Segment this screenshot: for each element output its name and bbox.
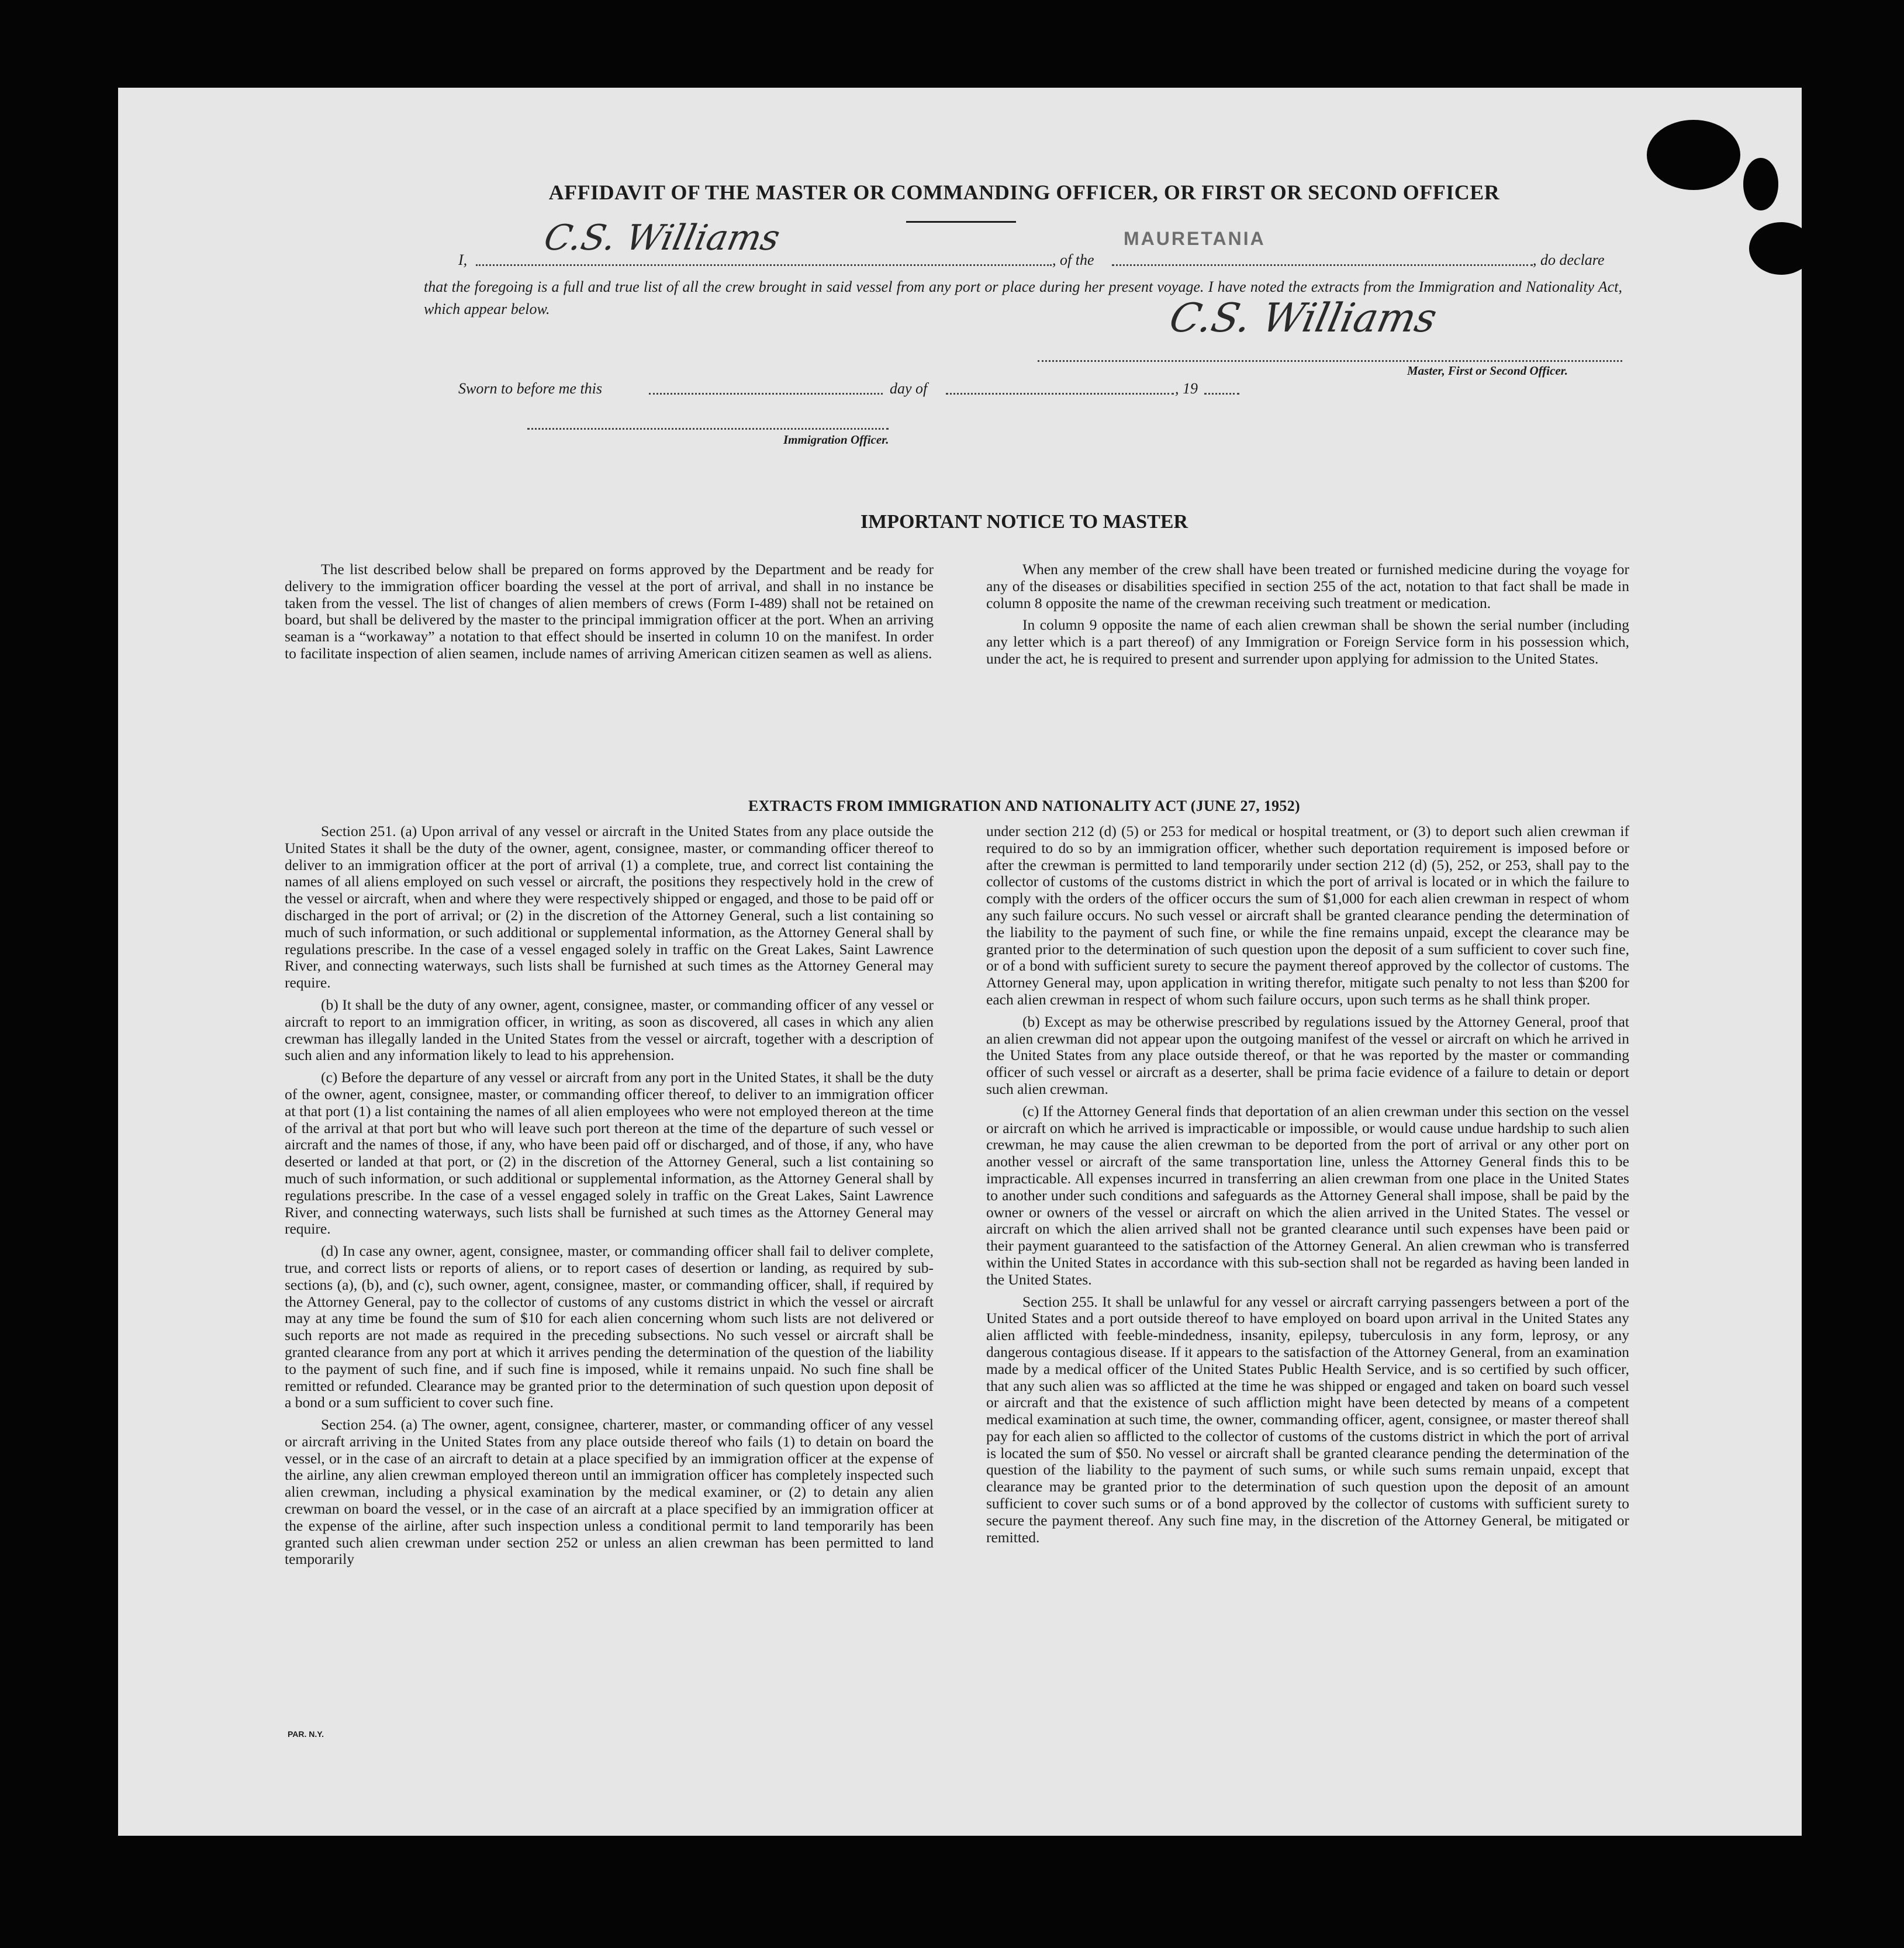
- do-declare-label: , do declare: [1533, 251, 1605, 268]
- extract-paragraph: Section 254. (a) The owner, agent, consignee, charterer, master, or commanding officer of any vessel or aircraft arriving in the United States from any place outside thereof who fails (1) to detain on board the vessel, or in the case of an aircraft to detain at a place specified by an immigration officer at the expense of the airline, any alien crewman employed thereon until an immigration officer has completely inspected such alien crewman, including a physical examination by the medical examiner, or (2) to detain any alien crewman on board the vessel, or in the case of an aircraft at a place specified by an immigration officer at the expense of the airline, after such inspection unless a conditional permit to land temporarily has been granted such alien crewman under section 252 or unless an alien crewman has been permitted to land temporarily: [285, 1416, 934, 1568]
- officer-signature: C.S. Williams: [540, 217, 784, 258]
- sworn-month-field: [946, 393, 1174, 395]
- of-the-label: , of the: [1052, 251, 1094, 268]
- torn-edge: [1743, 158, 1778, 210]
- extract-paragraph: under section 212 (d) (5) or 253 for medical or hospital treatment, or (3) to deport such alien crewman if required to do so by an immigration officer, whether such deportation requirement is imposed before or after the crewman is permitted to land temporarily under section 212 (d) (5), 252, or 253, shall pay to the collector of customs of the customs district in which the port of arrival is located or in which the failure to comply with the orders of the officer occurs the sum of $1,000 for each alien crewman in respect of whom any such failure occurs. No such vessel or aircraft shall be granted clearance pending the determination of the liability to the payment of such fine, or while the fine remains unpaid, except the clearance may be granted prior to the determination of such question upon the deposit of a sum sufficient to cover such fine, or of a bond with sufficient surety to secure the payment thereof approved by the collector of customs. The Attorney General may, upon application in writing therefor, mitigate such penalty to not less than $200 for each alien crewman in respect of whom such failure occurs, upon such terms as he shall think proper.: [986, 823, 1629, 1008]
- vessel-field: [1112, 264, 1533, 266]
- extracts-right-column: [986, 823, 1629, 1551]
- notice-right-column: [986, 561, 1629, 673]
- notice-right-paragraph: In column 9 opposite the name of each alien crewman shall be shown the serial number (including any letter which is a part thereof) of any Immigration or Foreign Service form in his possession which, under the act, he is required to present and surrender upon applying for admission to the United States.: [986, 616, 1629, 667]
- torn-edge: [1749, 222, 1813, 275]
- affidavit-title: AFFIDAVIT OF THE MASTER OR COMMANDING OFFICER, OR FIRST OR SECOND OFFICER: [548, 181, 1500, 204]
- notice-title: IMPORTANT NOTICE TO MASTER: [860, 511, 1188, 533]
- extracts-title: EXTRACTS FROM IMMIGRATION AND NATIONALITY ACT (JUNE 27, 1952): [748, 797, 1300, 814]
- master-label: Master, First or Second Officer.: [1407, 364, 1568, 378]
- torn-edge: [1647, 120, 1740, 190]
- extract-paragraph: (c) If the Attorney General finds that deportation of an alien crewman under this section on the vessel or aircraft on which he arrived is impracticable or impossible, or would cause undue hardship to such alien crewman, he may cause the alien crewman to be deported from the port of arrival or any other port on another vessel or aircraft of the same transportation line, unless the Attorney General finds this to be impracticable. All expenses incurred in transferring an alien crewman from one place in the United States to another under such conditions and safeguards as the Attorney General shall impose, shall be paid by the owner or owners of the vessel or aircraft on which the alien arrived in the United States. The vessel or aircraft on which the alien arrived shall not be granted clearance until such expenses have been paid or their payment guaranteed to the satisfaction of the Attorney General. An alien crewman who is transferred within the United States in accordance with this sub-section shall not be regarded as having been landed in the United States.: [986, 1102, 1629, 1288]
- sworn-day-field: [649, 393, 883, 395]
- extracts-left-column: [285, 823, 934, 1573]
- i-label: I,: [458, 251, 468, 268]
- vessel-name: MAURETANIA: [1124, 228, 1266, 249]
- master-signature: C.S. Williams: [1165, 295, 1441, 341]
- officer-name-field: [476, 264, 1052, 266]
- printer-mark: PAR. N.Y.: [288, 1729, 324, 1739]
- immigration-officer-line: [527, 428, 889, 430]
- master-signature-line: [1038, 360, 1622, 362]
- extract-paragraph: (d) In case any owner, agent, consignee, master, or commanding officer shall fail to deliver complete, true, and correct lists or reports of aliens, or to report cases of desertion or landing, as required by sub-sections (a), (b), and (c), such owner, agent, consignee, master, or commanding officer, shall, if required by the Attorney General, pay to the collector of customs of any customs district in which the vessel or aircraft may at any time be found the sum of $10 for each alien concerning whom such lists are not delivered or such reports are not made as required in the preceding subsections. No such vessel or aircraft shall be granted clearance from any port at which it arrives pending the determination of the question of the liability to the payment of such fine, and if such fine is imposed, while it remains unpaid. No such fine shall be remitted or refunded. Clearance may be granted prior to the determination of such question upon deposit of a bond or a sum sufficient to cover such fine.: [285, 1242, 934, 1411]
- notice-right-paragraph: When any member of the crew shall have been treated or furnished medicine during the voyage for any of the diseases or disabilities specified in section 255 of the act, notation to that fact shall be made in column 8 opposite the name of the crewman receiving such treatment or medication.: [986, 561, 1629, 612]
- notice-left-paragraph: The list described below shall be prepared on forms approved by the Department and be ready for delivery to the immigration officer boarding the vessel at the port of arrival, and shall in no instance be taken from the vessel. The list of changes of alien members of crews (Form I-489) shall not be retained on board, but shall be delivered by the master to the principal immigration officer at the port. When an arriving seaman is a “workaway” a notation to that effect should be inserted in column 10 on the manifest. In order to facilitate inspection of alien seamen, include names of arriving American citizen seamen as well as aliens.: [285, 561, 934, 662]
- year-prefix: , 19: [1175, 380, 1198, 397]
- immigration-officer-label: Immigration Officer.: [783, 433, 889, 447]
- day-of-label: day of: [890, 380, 928, 397]
- extract-paragraph: (b) Except as may be otherwise prescribed by regulations issued by the Attorney General, proof that an alien crewman did not appear upon the outgoing manifest of the vessel or aircraft on which he arrived in the United States from any place outside thereof, or that he was reported by the master or commanding officer of such vessel or aircraft as a deserter, shall be prima facie evidence of a failure to detain or deport such alien crewman.: [986, 1013, 1629, 1097]
- document-page: [118, 88, 1802, 1836]
- extract-paragraph: (b) It shall be the duty of any owner, agent, consignee, master, or commanding officer of any vessel or aircraft to report to an immigration officer, in writing, as soon as discovered, all cases in which any alien crewman has illegally landed in the United States from the vessel or aircraft, together with a description of such alien and any information likely to lead to his apprehension.: [285, 996, 934, 1064]
- extract-paragraph: Section 255. It shall be unlawful for any vessel or aircraft carrying passengers between a port of the United States and a port outside thereof to have employed on board upon arrival in the United States any alien afflicted with feeble-mindedness, insanity, epilepsy, tuberculosis in any form, leprosy, or any dangerous contagious disease. If it appears to the satisfaction of the Attorney General, from an examination made by a medical officer of the United States Public Health Service, and is so certified by such officer, that any such alien was so afflicted at the time he was shipped or engaged and taken on board such vessel or aircraft and that the existence of such affliction might have been detected by means of a competent medical examination at such time, the owner, commanding officer, agent, consignee, or master thereof shall pay for each alien so afflicted to the collector of customs of the customs district in which the port of arrival is located the sum of $50. No vessel or aircraft shall be granted clearance pending the determination of the question of the liability to the payment of such sums, or while such sums remain unpaid, except that clearance may be granted prior to the determination of such question upon the deposit of an amount sufficient to cover such sums or of a bond approved by the collector of customs with sufficient surety to secure the payment thereof. Any such fine may, in the discretion of the Attorney General, be mitigated or remitted.: [986, 1293, 1629, 1546]
- affidavit-statement: that the foregoing is a full and true list of all the crew brought in said vessel from any port or place during her present voyage. I have noted the extracts from the Immigration and Nationality Act, which appear below.: [424, 278, 1622, 317]
- extract-paragraph: (c) Before the departure of any vessel or aircraft from any port in the United States, it shall be the duty of the owner, agent, consignee, master, or commanding officer thereof, to deliver to an immigration officer at that port (1) a list containing the names of all alien employees who were not employed thereon at the time of the arrival at that port but who will leave such port thereon at the time of the departure of such vessel or aircraft and the names of those, if any, who have been paid off or discharged, and of those, if any, who have deserted or landed at that port, or (2) in the discretion of the Attorney General, such a list containing so much of such information, or such additional or supplemental information, as the Attorney General shall by regulations prescribe. In the case of a vessel engaged solely in traffic on the Great Lakes, Saint Lawrence River, and connecting waterways, such lists shall be furnished at such times as the Attorney General may require.: [285, 1069, 934, 1238]
- title-rule: [906, 221, 1016, 223]
- sworn-year-field: [1204, 393, 1239, 395]
- sworn-label: Sworn to before me this: [458, 380, 603, 397]
- notice-left-column: [285, 561, 934, 668]
- extract-paragraph: Section 251. (a) Upon arrival of any vessel or aircraft in the United States from any place outside the United States it shall be the duty of the owner, agent, consignee, master, or commanding officer thereof to deliver to an immigration officer at the port of arrival (1) a complete, true, and correct list containing the names of all aliens employed on such vessel or aircraft, the positions they respectively hold in the crew of the vessel or aircraft, when and where they were respectively shipped or engaged, and those to be paid off or discharged in the port of arrival; or (2) in the discretion of the Attorney General, such a list containing so much of such information, or such additional or supplemental information, as the Attorney General shall by regulations prescribe. In the case of a vessel engaged solely in traffic on the Great Lakes, Saint Lawrence River, and connecting waterways, such lists shall be furnished at such times as the Attorney General may require.: [285, 823, 934, 992]
